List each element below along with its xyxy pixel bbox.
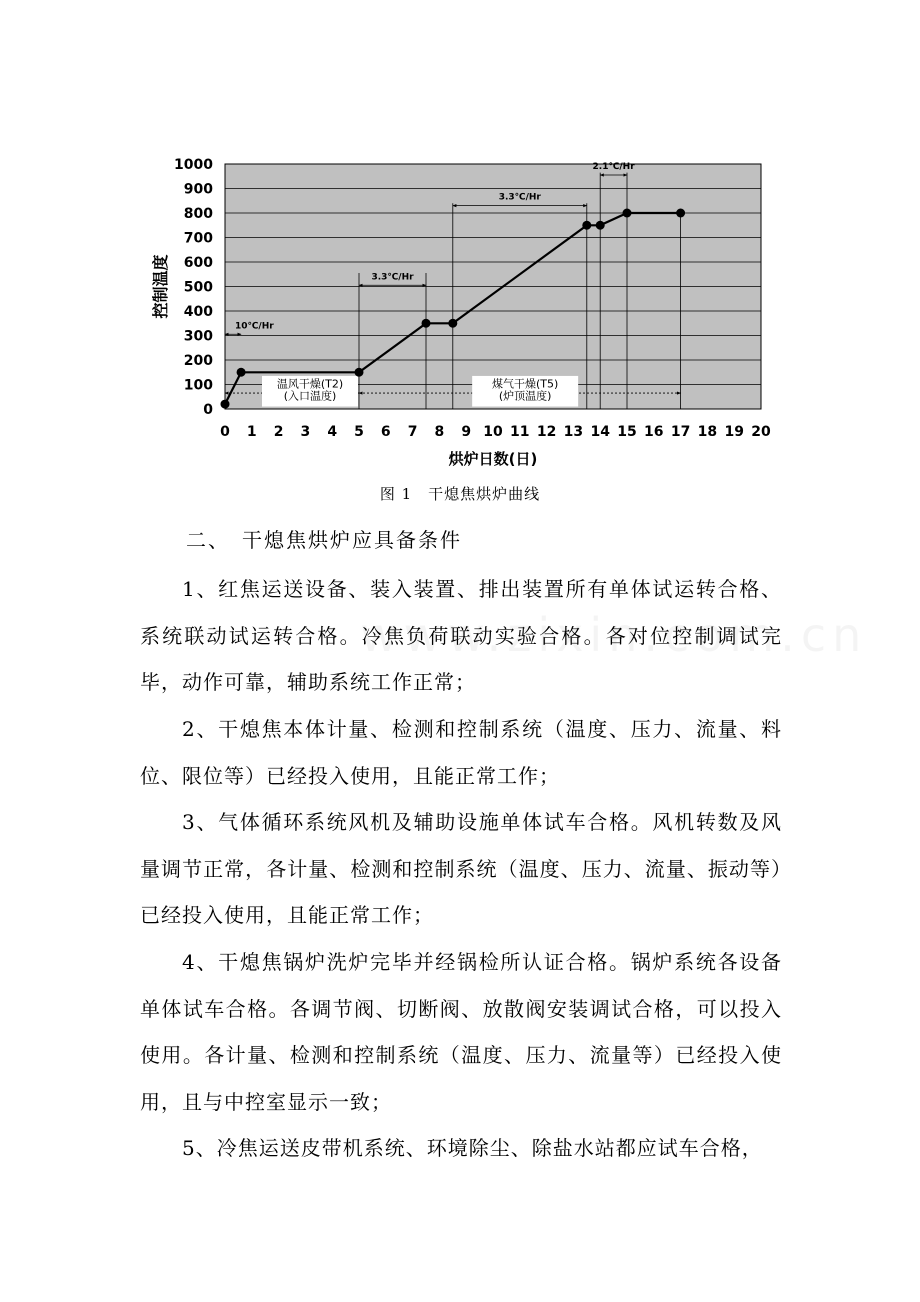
rate-label: 3.3℃/Hr: [371, 272, 414, 283]
x-tick-label: 1: [246, 424, 257, 440]
phase-label-line2: (炉顶温度): [498, 389, 552, 403]
section-heading: 二、 干熄焦烘炉应具备条件: [186, 528, 462, 552]
data-point: [596, 221, 605, 230]
y-tick-label: 1000: [174, 157, 213, 173]
rate-label: 10℃/Hr: [235, 321, 274, 332]
oven-drying-curve-chart: [140, 150, 780, 480]
y-tick-label: 500: [183, 279, 213, 296]
rate-label: 2.1℃/Hr: [592, 162, 635, 173]
phase-label-line2: (入口温度): [283, 389, 337, 403]
data-point: [448, 319, 457, 328]
data-point: [237, 368, 246, 377]
paragraph-1: 1、红焦运送设备、装入装置、排出装置所有单体试运转合格、系统联动试运转合格。冷焦负荷联动实验合格。各对位控制调试完毕，动作可靠，辅助系统工作正常；: [140, 577, 782, 694]
x-tick-label: 8: [434, 424, 445, 440]
x-tick-label: 0: [220, 424, 230, 440]
y-tick-label: 900: [183, 181, 213, 198]
figure-caption: 图 1 干熄焦烘炉曲线: [379, 485, 541, 503]
y-tick-label: 0: [203, 402, 213, 418]
paragraph-3: 3、气体循环系统风机及辅助设施单体试车合格。风机转数及风量调节正常，各计量、检测和控制系统（温度、压力、流量、振动等）已经投入使用，且能正常工作；: [140, 810, 782, 927]
paragraph-5: 5、冷焦运送皮带机系统、环境除尘、除盐水站都应试车合格，: [182, 1136, 763, 1160]
x-tick-label: 12: [536, 424, 557, 440]
phase-label-line1: 温风干燥(T2): [276, 377, 344, 391]
x-tick-label: 4: [327, 424, 338, 440]
x-tick-label: 17: [670, 424, 691, 440]
data-point: [623, 209, 632, 218]
watermark: [360, 608, 867, 662]
rate-label: 3.3℃/Hr: [498, 192, 541, 203]
x-axis-title: 烘炉日数(日): [448, 450, 538, 468]
x-tick-label: 10: [483, 424, 503, 440]
x-tick-label: 16: [644, 424, 664, 440]
x-tick-label: 15: [617, 424, 637, 440]
x-tick-label: 3: [300, 424, 311, 440]
y-tick-label: 100: [183, 377, 213, 394]
data-point: [676, 209, 685, 218]
x-tick-label: 19: [724, 424, 744, 440]
y-tick-label: 400: [183, 304, 213, 320]
x-tick-label: 13: [563, 424, 584, 440]
y-tick-label: 600: [183, 255, 213, 271]
x-tick-label: 20: [751, 424, 771, 440]
y-tick-label: 700: [183, 230, 213, 247]
x-tick-label: 2: [273, 424, 284, 440]
data-point: [355, 368, 364, 377]
x-tick-label: 6: [380, 424, 391, 440]
y-tick-label: 300: [183, 328, 213, 345]
x-tick-label: 18: [697, 424, 718, 440]
x-tick-label: 5: [354, 424, 364, 440]
x-tick-label: 7: [407, 424, 418, 440]
data-point: [582, 221, 591, 230]
x-tick-label: 14: [590, 424, 610, 440]
data-point: [221, 400, 230, 409]
y-tick-label: 800: [183, 206, 213, 222]
paragraph-4: 4、干熄焦锅炉洗炉完毕并经锅检所认证合格。锅炉系统各设备单体试车合格。各调节阀、切断阀、放散阀安装调试合格，可以投入使用。各计量、检测和控制系统（温度、压力、流量等）已经投入使用，且与中控室显示一致；: [140, 950, 782, 1114]
x-tick-label: 11: [510, 424, 530, 440]
x-tick-label: 9: [461, 424, 472, 440]
phase-label-line1: 煤气干燥(T5): [492, 377, 559, 391]
y-axis-title: 控制温度: [151, 254, 170, 319]
data-point: [422, 319, 431, 328]
y-tick-label: 200: [183, 353, 213, 369]
paragraph-2: 2、干熄焦本体计量、检测和控制系统（温度、压力、流量、料位、限位等）已经投入使用，且能正常工作；: [140, 717, 782, 788]
